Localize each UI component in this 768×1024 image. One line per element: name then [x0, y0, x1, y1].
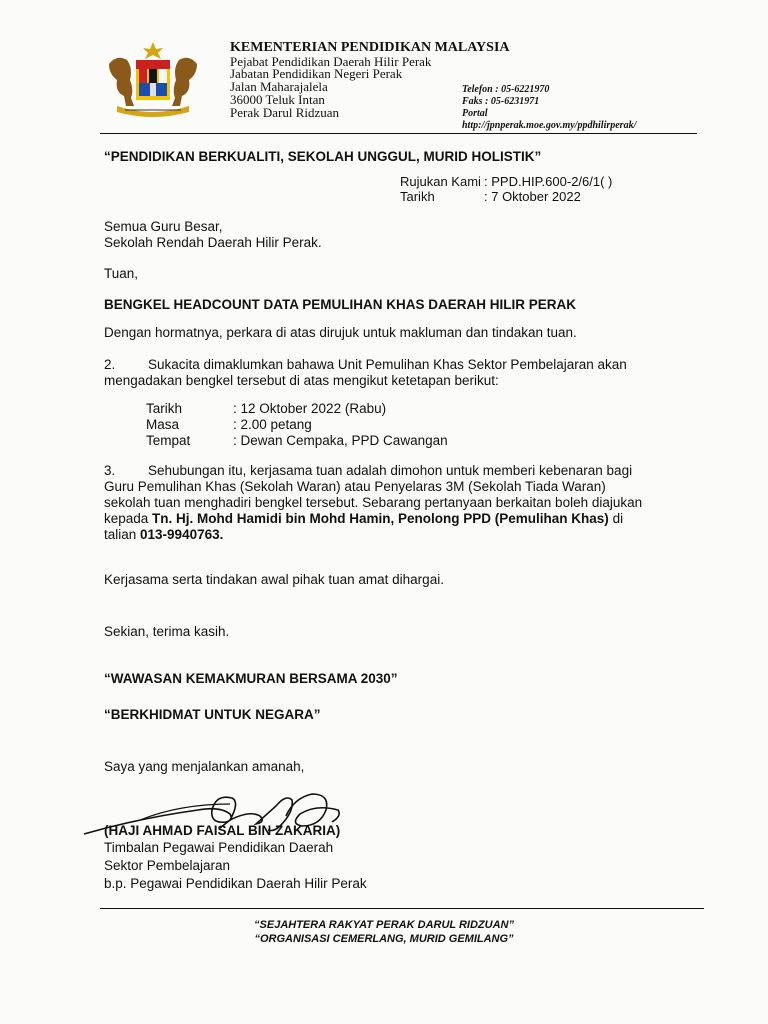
address-line-2: Jabatan Pendidikan Negeri Perak [230, 66, 403, 81]
paragraph-1: Dengan hormatnya, perkara di atas dirujuk untuk makluman dan tindakan tuan. [104, 325, 577, 340]
signatory-title-2: Sektor Pembelajaran [104, 858, 231, 873]
detail-row-tarikh [146, 401, 448, 417]
subject: BENGKEL HEADCOUNT DATA PEMULIHAN KHAS DAERAH HILIR PERAK [104, 297, 577, 312]
tarikh-label: Tarikh [400, 189, 435, 204]
closing-thanks: Sekian, terima kasih. [104, 624, 230, 639]
slogan-berkhidmat: “BERKHIDMAT UNTUK NEGARA” [104, 707, 321, 722]
header-divider [100, 133, 697, 134]
contact-prefix: kepada [104, 511, 153, 526]
detail-label: Masa [146, 417, 180, 432]
contact-phone: 013-9940763. [140, 527, 224, 542]
detail-label: Tempat [146, 433, 191, 448]
paragraph-2-number: 2. [104, 357, 116, 372]
paragraph-3-line-1: Sehubungan itu, kerjasama tuan adalah dimohon untuk memberi kebenaran bagi [148, 463, 633, 478]
telephone-number: Telefon : 05-6221970 [462, 84, 550, 95]
portal-url[interactable]: http://jpnperak.moe.gov.my/ppdhilirperak/ [462, 120, 637, 131]
address-line-3: Jalan Maharajalela [230, 79, 328, 94]
paragraph-3-line-4 [104, 510, 623, 527]
detail-value: : 2.00 petang [233, 417, 312, 432]
footer-divider [100, 908, 704, 909]
signatory-name: (HAJI AHMAD FAISAL BIN ZAKARIA) [104, 823, 341, 838]
signatory-title-3: b.p. Pegawai Pendidikan Daerah Hilir Perak [104, 876, 367, 891]
rujukan-label: Rujukan Kami [400, 174, 481, 189]
portal-label: Portal [462, 108, 488, 119]
tarikh-value: : 7 Oktober 2022 [484, 189, 581, 204]
recipient-line-2: Sekolah Rendah Daerah Hilir Perak. [104, 235, 322, 250]
fax-number: Faks : 05-6231971 [462, 96, 540, 107]
phone-prefix: talian [104, 527, 141, 542]
contact-suffix: di [608, 511, 624, 526]
detail-label: Tarikh [146, 401, 183, 416]
closing-appreciation: Kerjasama serta tindakan awal pihak tuan amat dihargai. [104, 572, 444, 587]
contact-person: Tn. Hj. Mohd Hamidi bin Mohd Hamin, Penolong PPD (Pemulihan Khas) [152, 511, 609, 526]
slogan-wawasan: “WAWASAN KEMAKMURAN BERSAMA 2030” [104, 671, 398, 686]
recipient-line-1: Semua Guru Besar, [104, 219, 223, 234]
paragraph-3-line-3: sekolah tuan menghadiri bengkel tersebut. Sebarang pertanyaan berkaitan boleh diajukan [104, 495, 643, 510]
paragraph-3-line-2: Guru Pemulihan Khas (Sekolah Waran) atau Penyelaras 3M (Sekolah Tiada Waran) [104, 479, 606, 494]
detail-value: : Dewan Cempaka, PPD Cawangan [233, 433, 448, 448]
sign-off: Saya yang menjalankan amanah, [104, 759, 305, 774]
address-line-5: Perak Darul Ridzuan [230, 105, 340, 120]
address-line-4: 36000 Teluk Intan [230, 92, 325, 107]
paragraph-2-line-2: mengadakan bengkel tersebut di atas mengikut ketetapan berikut: [104, 373, 499, 388]
salutation: Tuan, [104, 266, 139, 281]
tagline: “PENDIDIKAN BERKUALITI, SEKOLAH UNGGUL, MURID HOLISTIK” [104, 149, 542, 164]
paragraph-3-number: 3. [104, 463, 116, 478]
paragraph-2-line-1: Sukacita dimaklumkan bahawa Unit Pemulihan Khas Sektor Pembelajaran akan [148, 357, 627, 372]
rujukan-value: : PPD.HIP.600-2/6/1( ) [484, 174, 613, 189]
coat-of-arms-logo [103, 40, 203, 120]
ministry-name: KEMENTERIAN PENDIDIKAN MALAYSIA [230, 40, 510, 55]
footer-slogan-1: “SEJAHTERA RAKYAT PERAK DARUL RIDZUAN” [254, 919, 514, 931]
address-line-1: Pejabat Pendidikan Daerah Hilir Perak [230, 54, 432, 69]
detail-row-masa [146, 417, 448, 433]
detail-row-tempat [146, 433, 448, 449]
detail-value: : 12 Oktober 2022 (Rabu) [233, 401, 387, 416]
paragraph-3-line-5 [104, 526, 223, 543]
signatory-title-1: Timbalan Pegawai Pendidikan Daerah [104, 840, 334, 855]
event-details [146, 401, 448, 449]
footer-slogan-2: “ORGANISASI CEMERLANG, MURID GEMILANG” [254, 933, 514, 945]
